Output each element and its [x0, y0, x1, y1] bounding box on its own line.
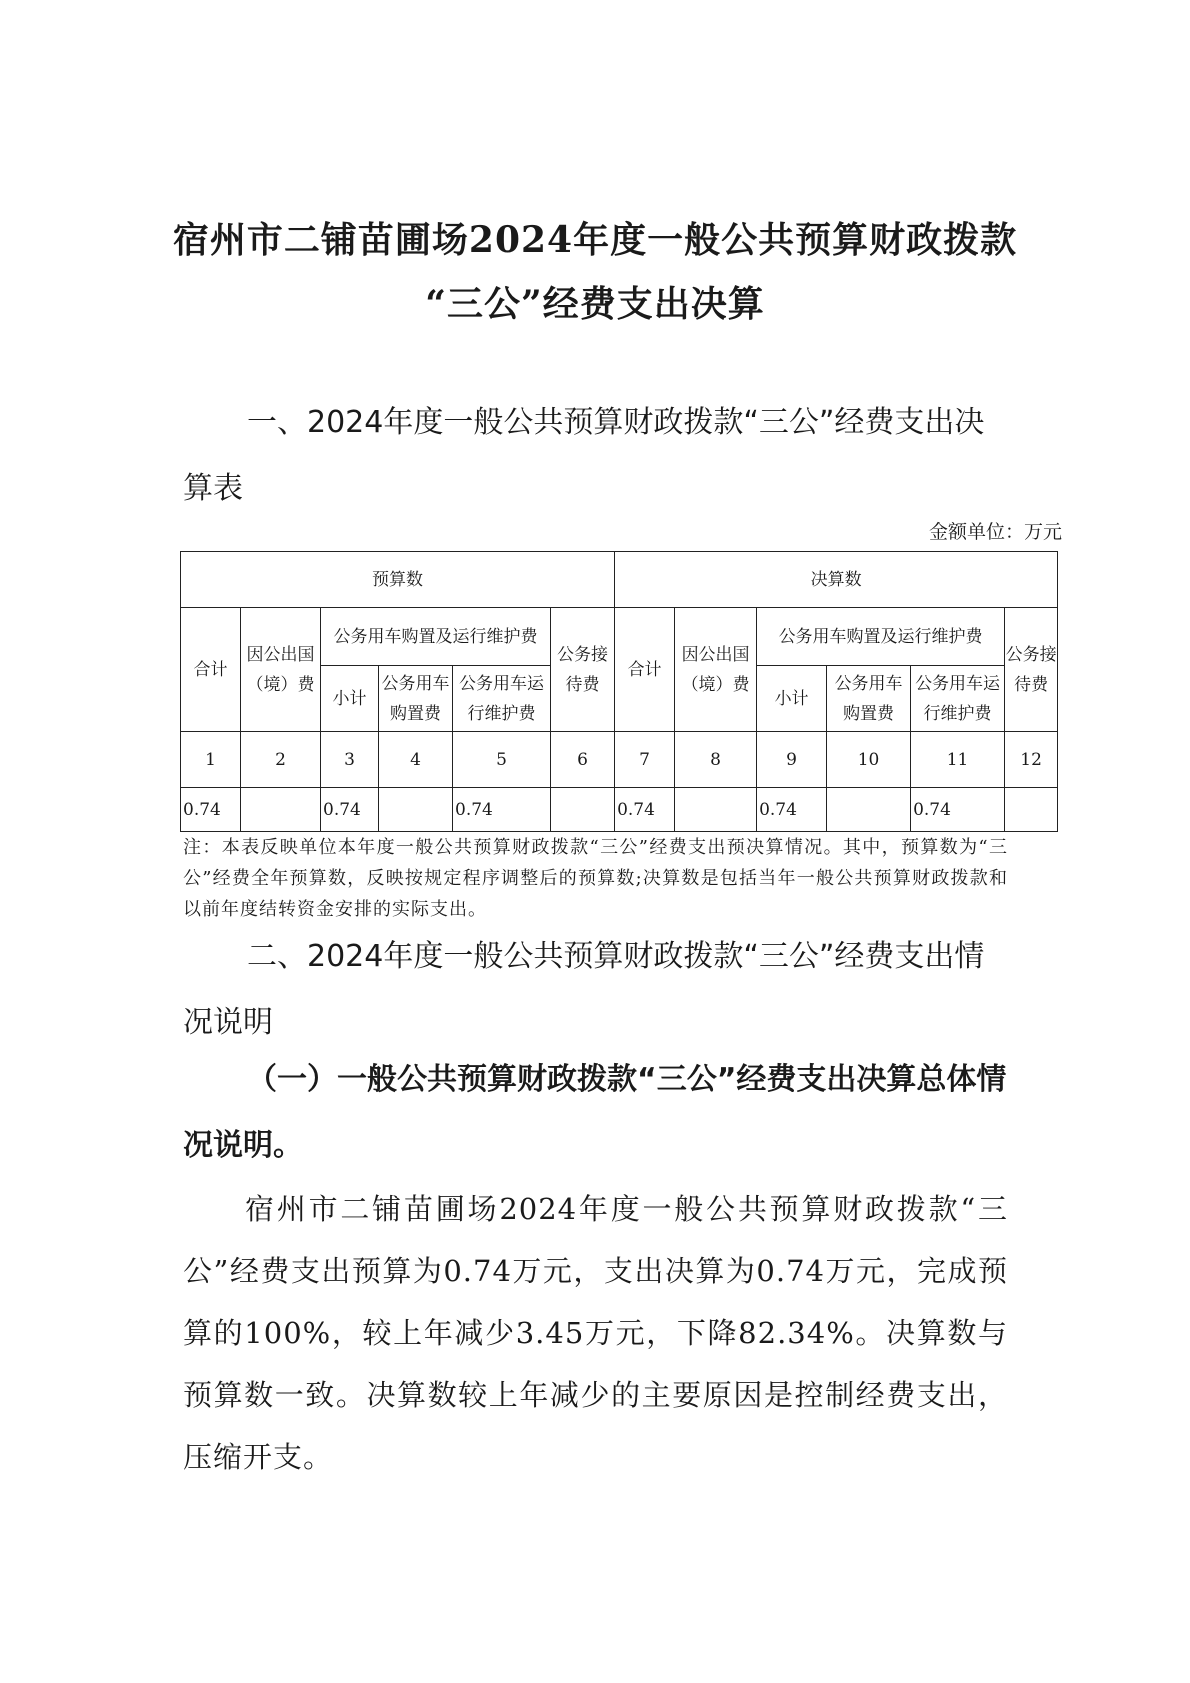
final-total-header: 合计: [615, 608, 675, 732]
col-number: 4: [379, 732, 453, 788]
col-number: 2: [241, 732, 321, 788]
budget-reception-header: 公务接待费: [551, 608, 615, 732]
three-public-expenses-table: [180, 551, 1058, 832]
section2-heading: 二、2024年度一般公共预算财政拨款“三公”经费支出情况说明: [183, 939, 985, 1040]
value-cell: [1005, 788, 1058, 832]
col-number: 7: [615, 732, 675, 788]
table-note: 注：本表反映单位本年度一般公共预算财政拨款“三公”经费支出预决算情况。其中，预算数为“三公”经费全年预算数，反映按规定程序调整后的预算数;决算数是包括当年一般公共预算财政拨款和以前年度结转资金安排的实际支出。: [183, 837, 1008, 920]
col-number: 11: [911, 732, 1005, 788]
col-number: 1: [181, 732, 241, 788]
value-cell: 0.74: [911, 788, 1005, 832]
col-number: 8: [675, 732, 757, 788]
value-cell: 0.74: [181, 788, 241, 832]
budget-subtotal-header: 小计: [321, 666, 379, 732]
col-number: 6: [551, 732, 615, 788]
final-reception-header: 公务接待费: [1005, 608, 1058, 732]
value-cell: [675, 788, 757, 832]
final-abroad-header: 因公出国（境）费: [675, 608, 757, 732]
body-paragraph: 宿州市二铺苗圃场2024年度一般公共预算财政拨款“三公”经费支出预算为0.74万元，支出决算为0.74万元，完成预算的100%，较上年减少3.45万元，下降82.34%。决算数与预算数一致。决算数较上年减少的主要原因是控制经费支出，压缩开支。: [183, 1192, 1008, 1474]
section1-heading: 一、2024年度一般公共预算财政拨款“三公”经费支出决算表: [183, 405, 985, 506]
value-cell: [827, 788, 911, 832]
value-cell: [551, 788, 615, 832]
budget-abroad-header: 因公出国（境）费: [241, 608, 321, 732]
document-title: [0, 208, 1190, 336]
budget-operation-header: 公务用车运行维护费: [453, 666, 551, 732]
final-purchase-header: 公务用车购置费: [827, 666, 911, 732]
col-number: 9: [757, 732, 827, 788]
value-cell: 0.74: [453, 788, 551, 832]
unit-label: 金额单位：万元: [928, 521, 1062, 543]
value-cell: 0.74: [757, 788, 827, 832]
col-number: 10: [827, 732, 911, 788]
final-subtotal-header: 小计: [757, 666, 827, 732]
budget-header: 预算数: [181, 552, 615, 608]
title-line-1: 宿州市二铺苗圃场2024年度一般公共预算财政拨款: [172, 219, 1018, 261]
value-cell: 0.74: [615, 788, 675, 832]
table-value-row: [181, 788, 1058, 832]
column-number-row: [181, 732, 1058, 788]
col-number: 5: [453, 732, 551, 788]
budget-vehicle-group-header: 公务用车购置及运行维护费: [321, 608, 551, 666]
col-number: 12: [1005, 732, 1058, 788]
final-operation-header: 公务用车运行维护费: [911, 666, 1005, 732]
budget-purchase-header: 公务用车购置费: [379, 666, 453, 732]
col-number: 3: [321, 732, 379, 788]
final-header: 决算数: [615, 552, 1058, 608]
table-header-row-2: [181, 608, 1058, 666]
subsection1-heading: （一）一般公共预算财政拨款“三公”经费支出决算总体情况说明。: [183, 1062, 1007, 1163]
final-vehicle-group-header: 公务用车购置及运行维护费: [757, 608, 1005, 666]
table-header-row-1: [181, 552, 1058, 608]
budget-total-header: 合计: [181, 608, 241, 732]
title-line-2: “三公”经费支出决算: [425, 283, 765, 325]
value-cell: [379, 788, 453, 832]
value-cell: [241, 788, 321, 832]
value-cell: 0.74: [321, 788, 379, 832]
